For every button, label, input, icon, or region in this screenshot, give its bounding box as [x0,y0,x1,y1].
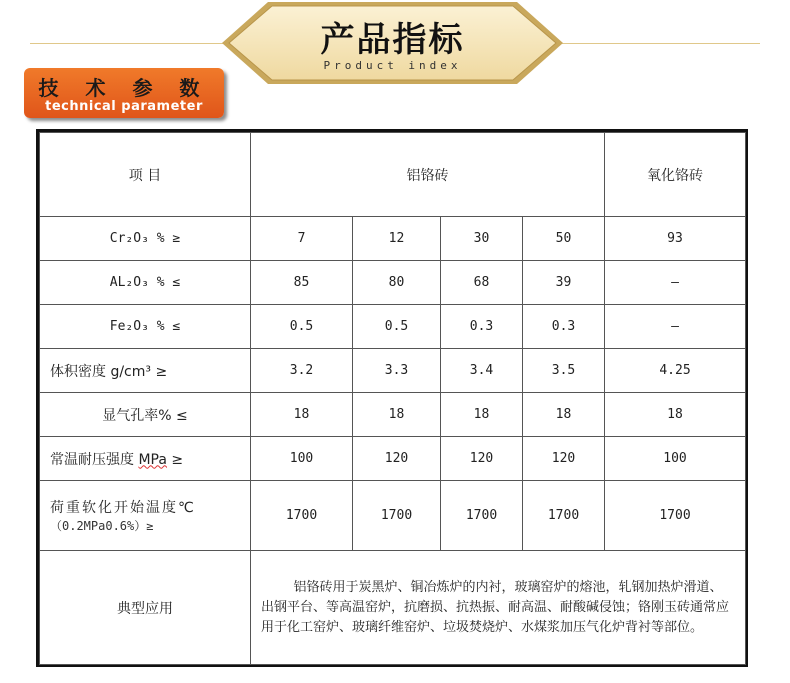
table-cell: 3.5 [523,349,605,393]
table-cell: 93 [605,217,746,261]
table-cell: 12 [353,217,441,261]
table-cell: 100 [251,437,353,481]
table-row [40,349,746,393]
header-item: 项 目 [40,133,251,217]
table-cell: 1700 [523,481,605,551]
table-cell: 30 [441,217,523,261]
row-label-unit: MPa [138,451,167,468]
application-row [40,551,746,665]
header-group-alumina-chrome: 铝铬砖 [251,133,605,217]
table-cell: 50 [523,217,605,261]
table-cell: 0.5 [251,305,353,349]
table-cell: 18 [353,393,441,437]
table-cell: 1700 [251,481,353,551]
row-label-sign: ≥ [166,451,184,468]
table-cell: 3.3 [353,349,441,393]
row-label-line2: （0.2MPa0.6%）≥ [50,519,154,533]
table-cell: 39 [523,261,605,305]
table-row [40,481,746,551]
header-group-chrome-oxide: 氧化铬砖 [605,133,746,217]
table-cell: — [605,261,746,305]
application-text: 铝铬砖用于炭黑炉、铜冶炼炉的内衬，玻璃窑炉的熔池，轧钢加热炉滑道、出钢平台、等高温窑炉，抗磨损、抗热振、耐高温、耐酸碱侵蚀；铬刚玉砖通常应用于化工窑炉、玻璃纤维窑炉、垃圾焚烧炉、水煤浆加压气化炉背衬等部位。 [261,579,730,635]
row-label-text: 常温耐压强度 [50,451,139,468]
row-label: 显气孔率% ≤ [40,393,251,437]
table-cell: 18 [605,393,746,437]
table-cell: 120 [523,437,605,481]
table-cell: 0.5 [353,305,441,349]
table-cell: 0.3 [523,305,605,349]
product-index-banner [220,0,565,90]
table-cell: 18 [523,393,605,437]
row-label: Fe₂O₃ % ≤ [40,305,251,349]
table-cell: 0.3 [441,305,523,349]
table-cell: 100 [605,437,746,481]
table-row [40,305,746,349]
table-cell: — [605,305,746,349]
table-cell: 1700 [441,481,523,551]
table-cell: 4.25 [605,349,746,393]
table-row [40,217,746,261]
table-cell: 3.2 [251,349,353,393]
technical-parameter-badge [24,68,224,118]
table-cell: 1700 [353,481,441,551]
header-rule-right [560,43,760,44]
row-label [40,437,251,481]
row-label [40,481,251,551]
table-cell: 120 [353,437,441,481]
table-row [40,437,746,481]
table-cell: 7 [251,217,353,261]
row-label: AL₂O₃ % ≤ [40,261,251,305]
table-cell: 18 [251,393,353,437]
spec-table-frame [36,129,748,667]
table-cell: 85 [251,261,353,305]
page-title: 产品指标 [320,20,465,60]
table-cell: 18 [441,393,523,437]
table-row [40,393,746,437]
spec-table [39,132,746,665]
table-cell: 1700 [605,481,746,551]
application-label: 典型应用 [40,551,251,665]
row-label: Cr₂O₃ % ≥ [40,217,251,261]
badge-title-en: technical parameter [45,99,203,114]
table-cell: 68 [441,261,523,305]
page-subtitle: Product index [323,59,462,72]
table-cell: 120 [441,437,523,481]
table-cell: 3.4 [441,349,523,393]
table-row [40,261,746,305]
header-rule-left [30,43,230,44]
table-header-row [40,133,746,217]
row-label: 体积密度 g/cm³ ≥ [40,349,251,393]
badge-title-cn: 技 术 参 数 [38,76,210,100]
application-cell [251,551,746,665]
row-label-line1: 荷重软化开始温度℃ [50,500,196,516]
table-cell: 80 [353,261,441,305]
